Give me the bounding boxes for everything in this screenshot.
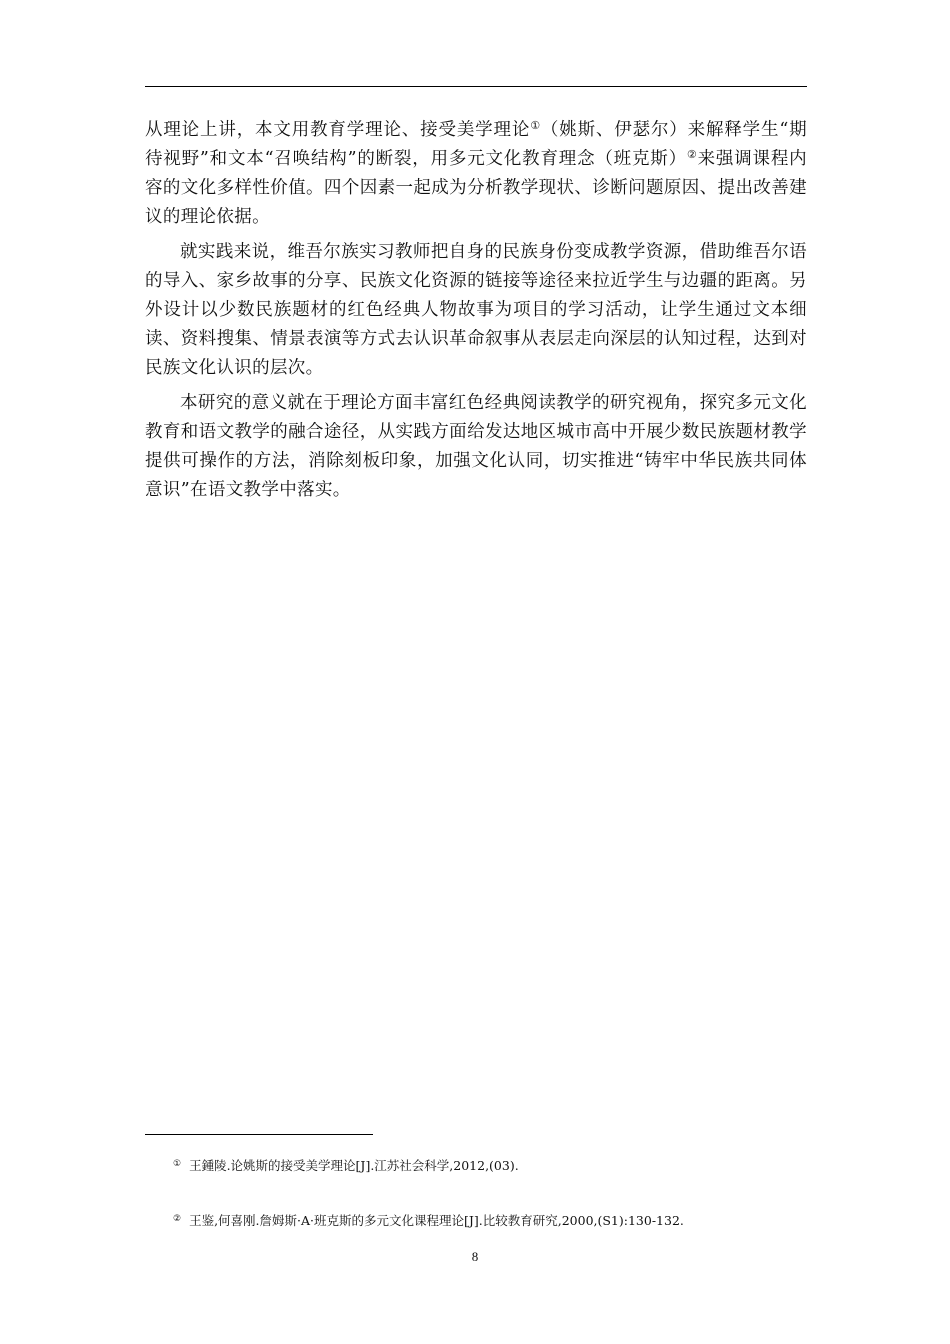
- page-number: 8: [471, 1249, 479, 1264]
- header-rule: [145, 86, 807, 87]
- footnote-reference-1[interactable]: ①: [530, 119, 541, 132]
- footnote-number: ①: [173, 1159, 182, 1169]
- paragraph-text: 来强调课程内容的文化多样性价值。四个因素一起成为分析教学现状、诊断问题原因、提出改善建议的理论依据。: [145, 149, 807, 227]
- body-text: [145, 116, 807, 511]
- footnote-reference-2[interactable]: ②: [686, 148, 698, 161]
- footnote-number: ②: [173, 1214, 182, 1224]
- footnote-text: 王鉴,何喜刚.詹姆斯·A·班克斯的多元文化课程理论[J].比较教育研究,2000,(S1):130-132.: [189, 1213, 684, 1228]
- footnote-text: 王鍾陵.论姚斯的接受美学理论[J].江苏社会科学,2012,(03).: [189, 1158, 519, 1173]
- paragraph-practice: [145, 238, 807, 383]
- footnote-2: [173, 1211, 684, 1229]
- paragraph-theory: [145, 116, 807, 232]
- paragraph-text: （姚斯、伊瑟尔）来解释学生“期待视野”和文本“召唤结构”的断裂，用多元文化教育理念（班克斯）: [145, 120, 807, 169]
- footnote-1: [173, 1156, 519, 1174]
- paragraph-text: 本研究的意义就在于理论方面丰富红色经典阅读教学的研究视角，探究多元文化教育和语文教学的融合途径，从实践方面给发达地区城市高中开展少数民族题材教学提供可操作的方法，消除刻板印象，加强文化认同，切实推进“铸牢中华民族共同体意识”在语文教学中落实。: [145, 393, 807, 500]
- footnote-separator: [145, 1134, 373, 1135]
- paragraph-text: 从理论上讲，本文用教育学理论、接受美学理论: [145, 120, 531, 140]
- paragraph-significance: [145, 389, 807, 505]
- paragraph-text: 就实践来说，维吾尔族实习教师把自身的民族身份变成教学资源，借助维吾尔语的导入、家乡故事的分享、民族文化资源的链接等途径来拉近学生与边疆的距离。另外设计以少数民族题材的红色经典人物故事为项目的学习活动，让学生通过文本细读、资料搜集、情景表演等方式去认识革命叙事从表层走向深层的认知过程，达到对民族文化认识的层次。: [145, 242, 807, 378]
